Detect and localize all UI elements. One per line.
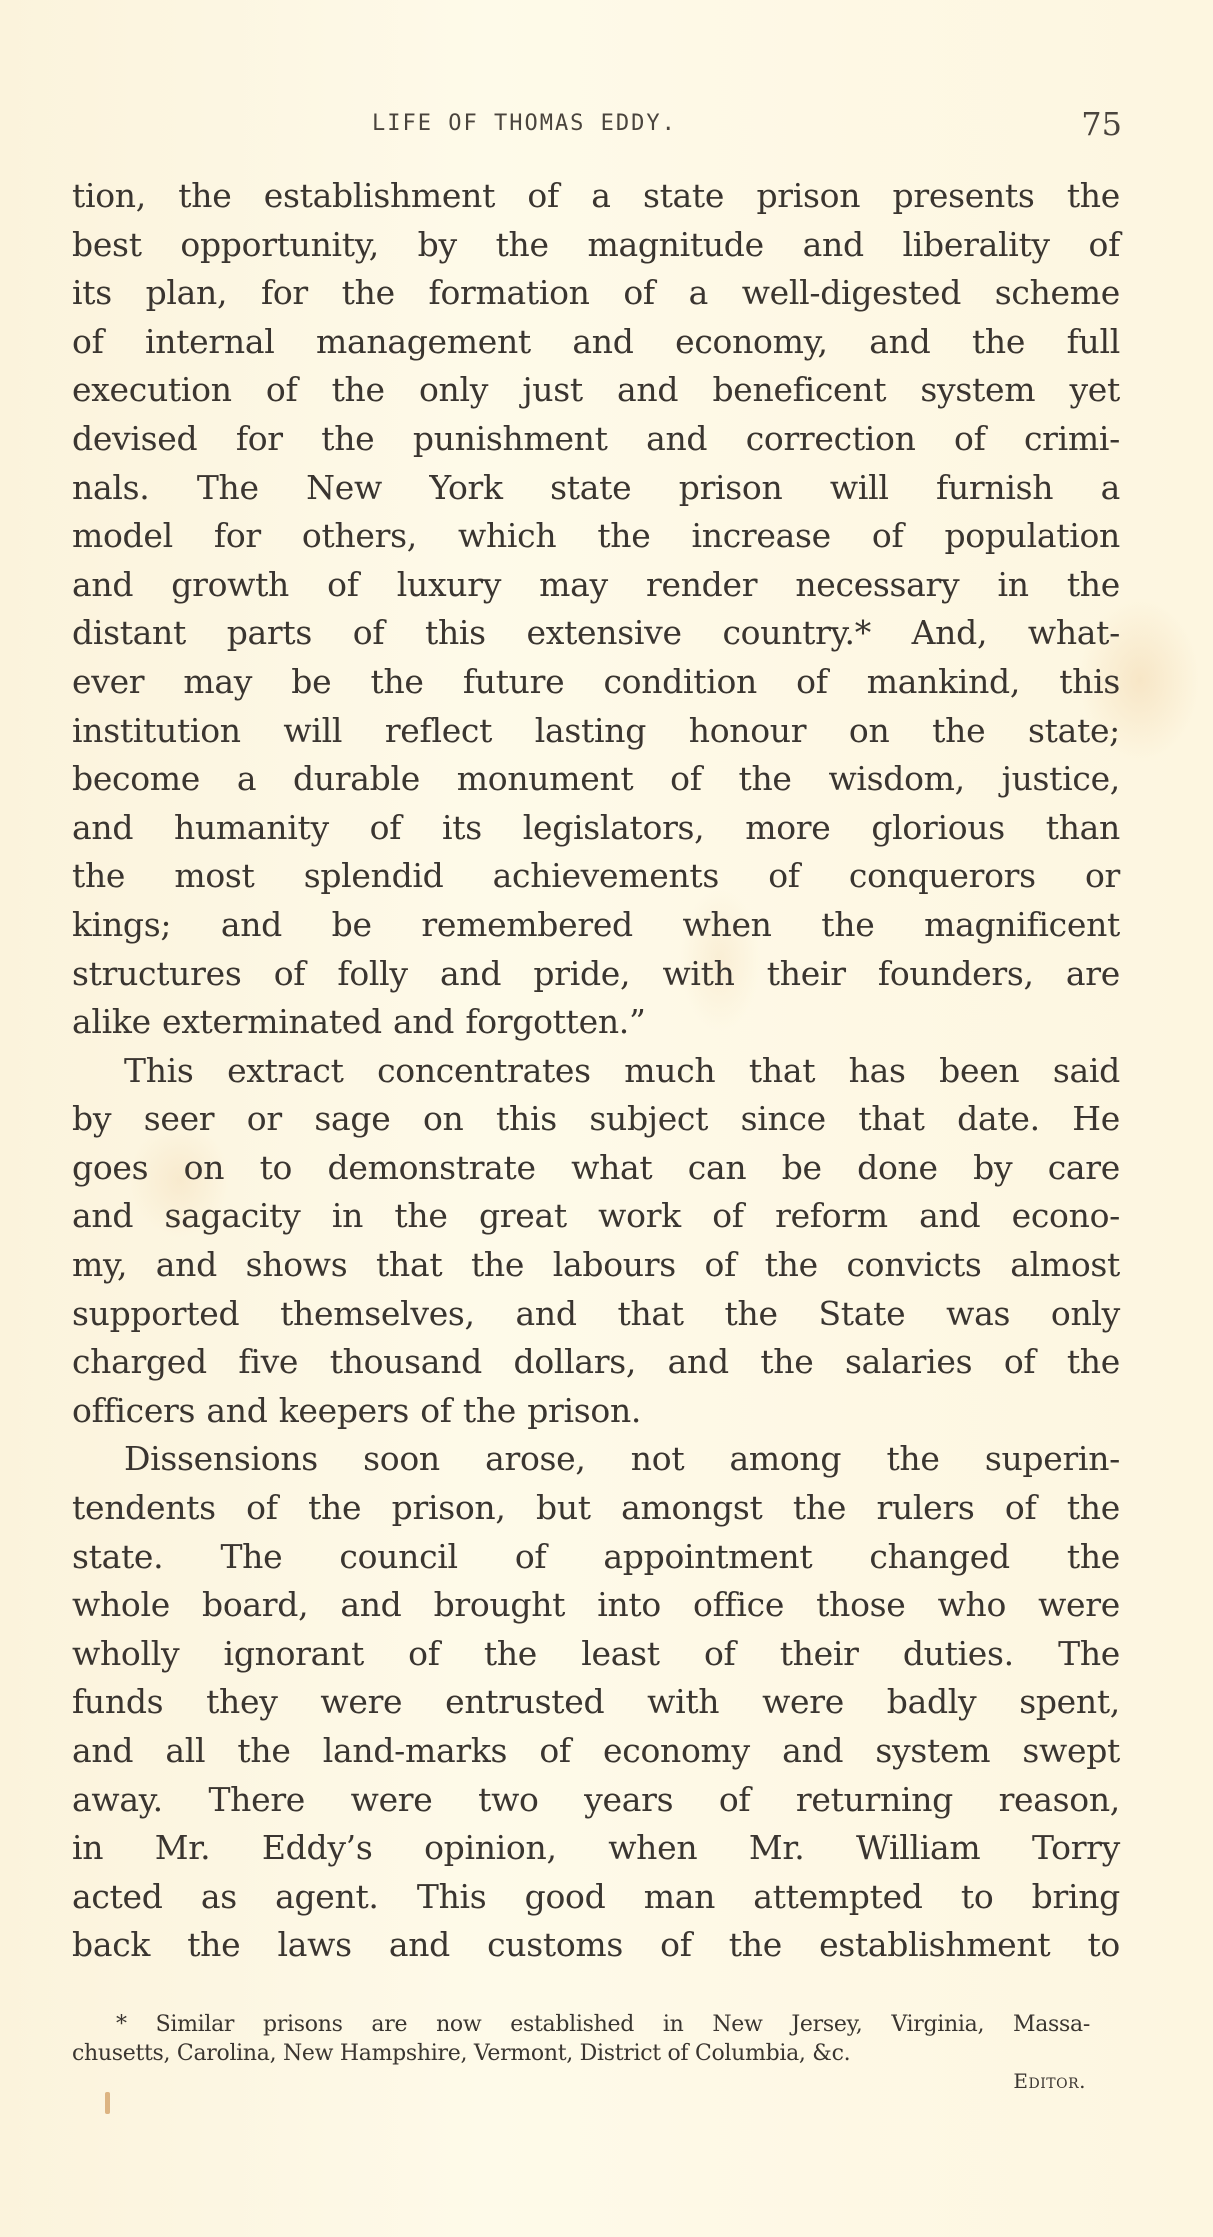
text-line: whole board, and brought into office those who were: [72, 1585, 1120, 1625]
text-line: and all the land-marks of economy and system swept: [72, 1731, 1120, 1770]
text-line: my, and shows that the labours of the convicts almost: [72, 1245, 1120, 1285]
text-line: and sagacity in the great work of reform and econo-: [72, 1196, 1120, 1236]
paragraph-start-line: Dissensions soon arose, not among the superin-: [124, 1439, 1120, 1479]
text-line: devised for the punishment and correction of crimi-: [72, 418, 1120, 458]
page-number: 75: [1081, 105, 1122, 143]
text-line: state. The council of appointment changed the: [72, 1536, 1120, 1576]
text-line: alike exterminated and forgotten.”: [72, 1002, 646, 1042]
text-line: kings; and be remembered when the magnificent: [72, 904, 1120, 944]
text-line: wholly ignorant of the least of their duties. The: [72, 1633, 1120, 1673]
text-line: tendents of the prison, but amongst the rulers of the: [72, 1488, 1120, 1528]
text-line: ever may be the future condition of mankind, this: [72, 661, 1120, 701]
text-line: of internal management and economy, and the full: [72, 321, 1120, 361]
text-line: distant parts of this extensive country.* And, what-: [72, 613, 1120, 653]
text-line: tion, the establishment of a state prison presents the: [72, 176, 1120, 215]
text-line: supported themselves, and that the State was only: [72, 1293, 1120, 1333]
text-line: goes on to demonstrate what can be done by care: [72, 1147, 1120, 1187]
text-line: and growth of luxury may render necessary in the: [72, 564, 1120, 604]
text-line: officers and keepers of the prison.: [72, 1390, 642, 1430]
text-line: institution will reflect lasting honour on the state;: [72, 710, 1120, 750]
text-line: best opportunity, by the magnitude and liberality of: [72, 224, 1120, 264]
text-line: structures of folly and pride, with their founders, are: [72, 953, 1120, 993]
text-line: funds they were entrusted with were badly spent,: [72, 1682, 1120, 1722]
running-title: LIFE OF THOMAS EDDY.: [372, 111, 677, 136]
text-line: by seer or sage on this subject since that date. He: [72, 1099, 1120, 1139]
text-line: become a durable monument of the wisdom, justice,: [72, 759, 1120, 799]
text-line: back the laws and customs of the establishment to: [72, 1925, 1120, 1965]
footnote: [72, 2010, 1090, 2094]
running-head: [372, 105, 1132, 145]
body-text: [72, 172, 1120, 1970]
text-line: the most splendid achievements of conquerors or: [72, 856, 1120, 896]
text-line: execution of the only just and beneficent system yet: [72, 370, 1120, 410]
footnote-line: * Similar prisons are now established in New Jersey, Virginia, Massa-: [116, 2012, 1090, 2037]
text-line: charged five thousand dollars, and the salaries of the: [72, 1342, 1120, 1382]
text-line: away. There were two years of returning reason,: [72, 1779, 1120, 1819]
text-line: in Mr. Eddy’s opinion, when Mr. William Torry: [72, 1828, 1120, 1868]
paragraph-start-line: This extract concentrates much that has been said: [124, 1050, 1120, 1090]
footnote-line: chusetts, Carolina, New Hampshire, Vermont, District of Columbia, &c.: [72, 2041, 851, 2066]
footnote-signature: Editor.: [1013, 2069, 1086, 2093]
text-line: model for others, which the increase of population: [72, 516, 1120, 556]
ink-mark: [105, 2092, 110, 2114]
text-line: nals. The New York state prison will furnish a: [72, 467, 1120, 507]
text-line: acted as agent. This good man attempted to bring: [72, 1876, 1120, 1916]
text-line: its plan, for the formation of a well-digested scheme: [72, 273, 1120, 313]
text-line: and humanity of its legislators, more glorious than: [72, 807, 1120, 847]
